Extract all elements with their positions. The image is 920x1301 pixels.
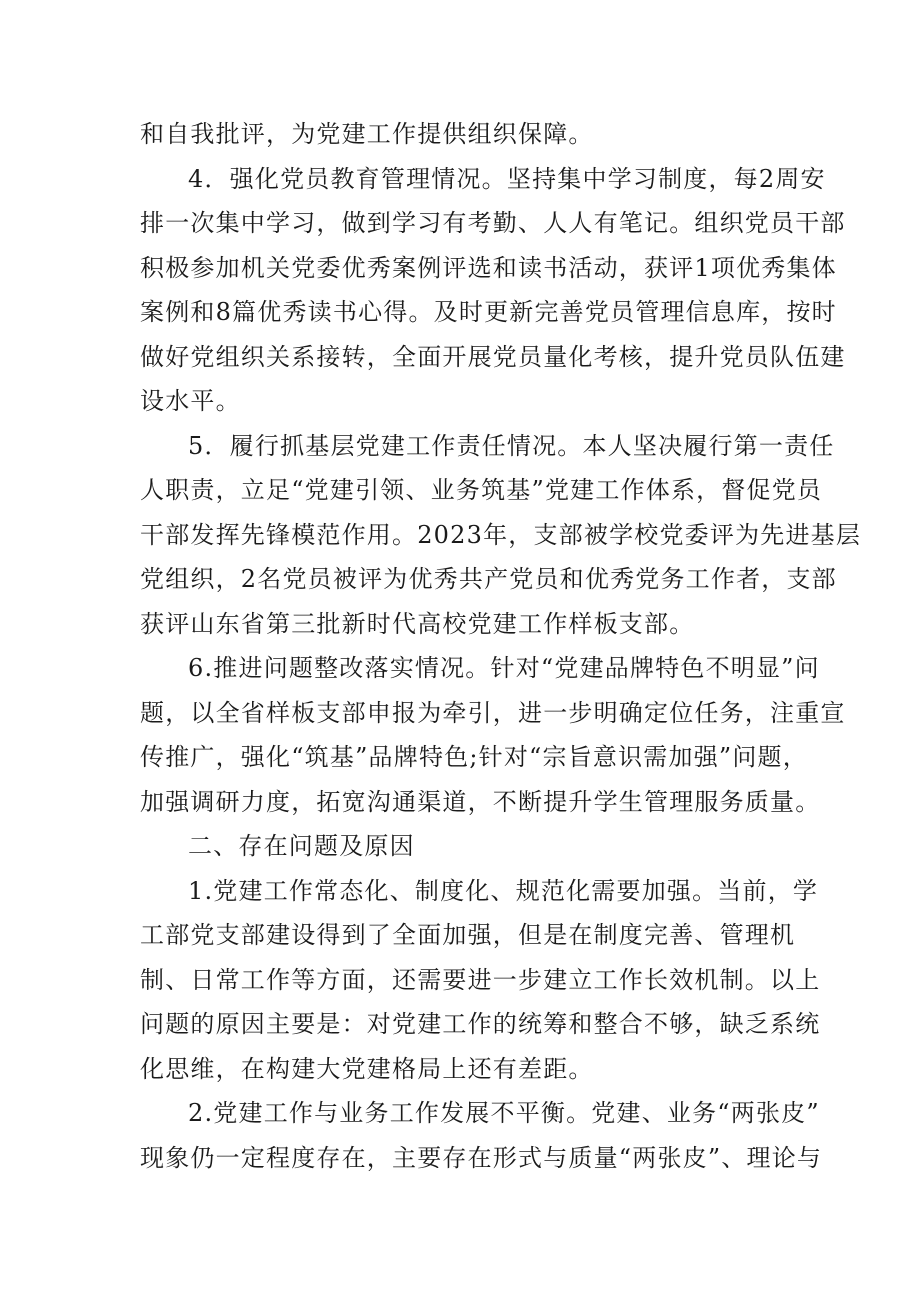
text-line: 加强调研力度，拓宽沟通渠道，不断提升学生管理服务质量。 — [140, 788, 821, 816]
paragraph-heading-2: 2.党建工作与业务工作发展不平衡。党建、业务“两张皮” — [188, 1099, 820, 1127]
text-line: 党组织，2名党员被评为优秀共产党员和优秀党务工作者，支部 — [140, 565, 837, 593]
text-line: 案例和8篇优秀读书心得。及时更新完善党员管理信息库，按时 — [140, 298, 837, 326]
paragraph-heading-1: 1.党建工作常态化、制度化、规范化需要加强。当前，学 — [188, 877, 819, 905]
text-line: 现象仍一定程度存在，主要存在形式与质量“两张皮”、理论与 — [140, 1144, 823, 1172]
section-heading: 二、存在问题及原因 — [188, 832, 415, 860]
text-line: 获评山东省第三批新时代高校党建工作样板支部。 — [140, 610, 695, 638]
text-line: 积极参加机关党委优秀案例评选和读书活动，获评1项优秀集体 — [140, 254, 837, 282]
text-line: 化思维，在构建大党建格局上还有差距。 — [140, 1055, 594, 1083]
text-line: 传推广，强化“筑基”品牌特色;针对“宗旨意识需加强”问题， — [140, 743, 808, 771]
text-line: 干部发挥先锋模范作用。2023年，支部被学校党委评为先进基层 — [140, 521, 862, 549]
paragraph-heading-6: 6.推进问题整改落实情况。针对“党建品牌特色不明显”问 — [188, 654, 820, 682]
text-line: 题，以全省样板支部申报为牵引，进一步明确定位任务，注重宣 — [140, 699, 846, 727]
text-line: 制、日常工作等方面，还需要进一步建立工作长效机制。以上 — [140, 966, 821, 994]
text-line: 排一次集中学习，做到学习有考勤、人人有笔记。组织党员干部 — [140, 209, 846, 237]
paragraph-heading-4: 4．强化党员教育管理情况。坚持集中学习制度，每2周安 — [188, 165, 826, 193]
text-line: 问题的原因主要是：对党建工作的统筹和整合不够，缺乏系统 — [140, 1010, 821, 1038]
paragraph-heading-5: 5．履行抓基层党建工作责任情况。本人坚决履行第一责任 — [188, 432, 835, 460]
text-line: 做好党组织关系接转，全面开展党员量化考核，提升党员队伍建 — [140, 343, 846, 371]
text-line: 和自我批评，为党建工作提供组织保障。 — [140, 120, 594, 148]
text-line: 工部党支部建设得到了全面加强，但是在制度完善、管理机 — [140, 921, 796, 949]
text-line: 设水平。 — [140, 387, 241, 415]
text-line: 人职责，立足“党建引领、业务筑基”党建工作体系，督促党员 — [140, 476, 823, 504]
